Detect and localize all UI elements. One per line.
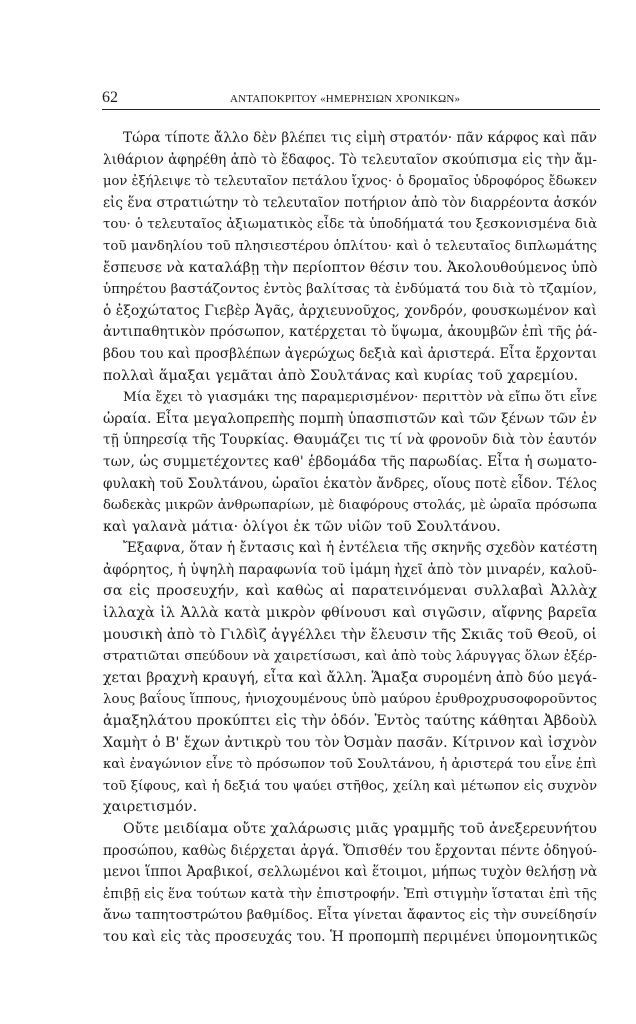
text-line: χεται βραχνὴ κραυγή, εἶτα καὶ ἄλλη. Ἅμαξα συρομένη ἀπὸ δύο μεγά- — [103, 669, 598, 686]
text-line: δωδεκὰς μικρῶν ἀνθρωπαρίων, μὲ διαφόρους στολάς, μὲ ὡραῖα πρόσωπα — [103, 498, 598, 514]
body-text — [103, 128, 597, 949]
text-line: καὶ ἐναγώνιον εἶνε τὸ πρόσωπον τοῦ Σουλτάνου, ἡ ἀριστερά του εἶνε ἐπὶ — [103, 757, 597, 773]
text-line: ἀφόρητος, ἡ ὑψηλὴ παραφωνία τοῦ ἰμάμη ἠχεῖ ἀπὸ τὸν μιναρέν, καλοῦ- — [103, 561, 597, 578]
text-line: μουσικὴ ἀπὸ τὸ Γιλδὶζ ἀγγέλλει τὴν ἔλευσιν τῆς Σκιᾶς τοῦ Θεοῦ, οἱ — [103, 626, 597, 643]
text-line: μον ἐξήλειψε τὸ τελευταῖον πετάλου ἴχνος· ὁ δρομαῖος ὑδροφόρος ἔδωκεν — [103, 174, 597, 190]
text-line: Οὔτε μειδίαμα οὔτε χαλάρωσις μιᾶς γραμμῆς τοῦ ἀνεξερευνήτου — [123, 821, 597, 837]
header-rule — [102, 109, 600, 110]
text-line: εἰς ἕνα στρατιώτην τὸ τελευταῖον ποτήριον ἀπὸ τὸν διαρρέοντα ἀσκόν — [103, 194, 597, 211]
text-line: ἁμαξηλάτου προκύπτει εἰς τὴν ὁδόν. Ἐντὸς ταύτης κάθηται Ἀβδοὺλ — [103, 713, 597, 730]
text-line: τοῦ ξίφους, καὶ ἡ δεξιά του ψαύει στῆθος, χείλη καὶ μέτωπον εἰς συχνὸν — [103, 778, 598, 794]
text-line: των, ὡς συμμετέχοντες καθ' ἑβδομάδα τῆς παρωδίας. Εἶτα ἡ σωματο- — [103, 453, 597, 470]
text-line: ἄνω ταπητοστρώτου βαθμίδος. Εἶτα γίνεται ἄφαντος εἰς τὴν συνείδησίν — [103, 908, 597, 924]
text-line: τοῦ μανδηλίου τοῦ πλησιεστέρου ὁπλίτου· καὶ ὁ τελευταῖος διπλωμάτης — [103, 238, 597, 254]
text-line: ὁ ἐξοχώτατος Γιεβὲρ Ἀγᾶς, ἀρχιευνοῦχος, χονδρόν, φουσκωμένον καὶ — [103, 302, 597, 319]
text-line: χαιρετισμόν. — [103, 799, 198, 816]
text-line: ἔσπευσε νὰ καταλάβῃ τὴν περίοπτον θέσιν του. Ἀκολουθούμενος ὑπὸ — [103, 259, 598, 276]
text-line: λους βαΐους ἵππους, ἡνιοχουμένους ὑπὸ μαύρου ἐρυθροχρυσοφοροῦντος — [103, 692, 597, 708]
text-line: Μία ἔχει τὸ γιασμάκι της παραμερισμένον· περιττὸν νὰ εἴπω ὅτι εἶνε — [123, 390, 597, 406]
text-line: ὑπηρέτου βαστάζοντος ἐντὸς βαλίτσας τὰ ἐνδύματά του διὰ τὸ τζαμίον, — [103, 282, 597, 298]
text-line: Ἔξαφνα, ὅταν ἡ ἔντασις καὶ ἡ ἐντέλεια τῆς σκηνῆς σχεδὸν κατέστη — [123, 540, 597, 557]
text-line: προσώπου, καθὼς διέρχεται ἀργά. Ὄπισθέν του ἔρχονται πέντε ὁδηγού- — [103, 842, 597, 859]
text-line: Χαμὴτ ὁ Β' ἔχων ἀντικρὺ του τὸν Ὀσμὰν πασᾶν. Κίτρινον καὶ ἰσχνὸν — [103, 734, 597, 751]
text-line: μενοι ἵπποι Ἀραβικοί, σελλωμένοι καὶ ἕτοιμοι, μήπως τυχὸν θελήσῃ νὰ — [103, 864, 598, 881]
text-line: του· ὁ τελευταῖος ἀξιωματικὸς εἶδε τὰ ὑποδήματά του ξεσκονισμένα διὰ — [103, 217, 598, 233]
text-line: ἐπιβῇ εἰς ἕνα τούτων κατὰ τὴν ἐπιστροφήν. Ἐπὶ στιγμὴν ἵσταται ἐπὶ τῆς — [103, 886, 598, 902]
text-line: βδου του καὶ προσβλέπων ἀγερώχως δεξιὰ καὶ ἀριστερά. Εἶτα ἔρχονται — [103, 345, 597, 362]
text-line: του καὶ εἰς τὰς προσευχάς του. Ἡ προπομπὴ περιμένει ὑπομονητικῶς — [103, 928, 598, 945]
text-line: στρατιῶται σπεύδουν νὰ χαιρετίσωσι, καὶ ἀπὸ τοὺς λάρυγγας ὅλων ἐξέρ- — [103, 649, 597, 665]
text-line: Τώρα τίποτε ἄλλο δὲν βλέπει τις εἰμὴ στρατόν· πᾶν κάρφος καὶ πᾶν — [123, 130, 597, 146]
text-line: καὶ γαλανὰ μάτια· ὀλίγοι ἐκ τῶν υἱῶν τοῦ Σουλτάνου. — [103, 518, 501, 535]
text-line: τῇ ὑπηρεσίᾳ τῆς Τουρκίας. Θαυμάζει τις τί νὰ φρονοῦν διὰ τὸν ἑαυτόν — [103, 432, 597, 449]
page-number: 62 — [102, 89, 118, 106]
text-line: φυλακὴ τοῦ Σουλτάνου, ὡραῖοι ἑκατὸν ἄνδρες, οἵους ποτὲ εἶδον. Τέλος — [103, 475, 597, 492]
text-line: ἰλλαχὰ ἰλ Ἀλλὰ κατὰ μικρὸν φθίνουσι καὶ σιγῶσιν, αἴφνης βαρεῖα — [103, 605, 597, 622]
text-line: ὡραία. Εἶτα μεγαλοπρεπὴς πομπὴ ὑπασπιστῶν καὶ τῶν ξένων τῶν ἐν — [103, 410, 597, 427]
text-line: ἀντιπαθητικὸν πρόσωπον, κατέρχεται τὸ ὕψωμα, ἀκουμβῶν ἐπὶ τῆς ῥά- — [103, 324, 598, 341]
running-title: ΑΝΤΑΠΟΚΡΙΤΟΥ «ΗΜΕΡΗΣΙΩΝ ΧΡΟΝΙΚΩΝ» — [230, 93, 461, 105]
text-line: πολλαὶ ἅμαξαι γεμᾶται ἀπὸ Σουλτάνας καὶ κυρίας τοῦ χαρεμίου. — [103, 367, 579, 384]
text-line: λιθάριον ἀφηρέθη ἀπὸ τὸ ἔδαφος. Τὸ τελευταῖον σκούπισμα εἰς τὴν ἄμ- — [103, 151, 597, 168]
text-line: σα εἰς προσευχήν, καὶ καθὼς αἱ παρατεινόμεναι συλλαβαὶ Ἀλλὰχ — [103, 583, 597, 600]
running-head — [102, 89, 600, 111]
